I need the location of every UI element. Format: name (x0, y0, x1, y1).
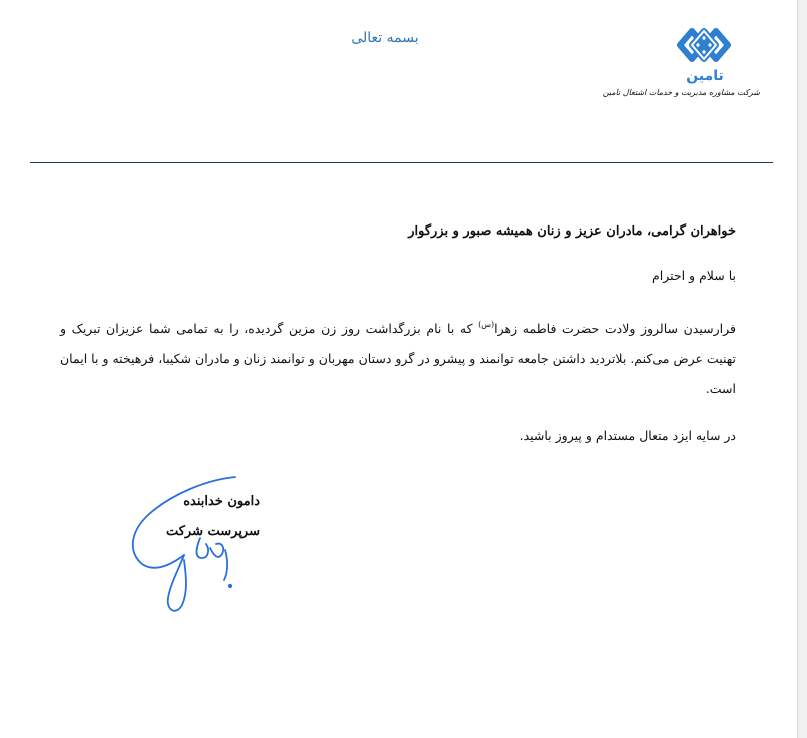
window-edge (798, 0, 807, 738)
bismillah-heading: بسمه تعالی (351, 30, 419, 46)
letter-greeting: با سلام و احترام (652, 268, 736, 283)
signatory-title: سرپرست شرکت (165, 524, 260, 539)
logo-wordmark: تامین (686, 68, 724, 84)
header-divider (30, 162, 773, 163)
letter-closing: در سایه ایزد متعال مستدام و پیروز باشید. (519, 428, 736, 443)
paragraph-text-1: فرارسیدن سالروز ولادت حضرت فاطمه زهرا (494, 321, 736, 336)
signatory-name: دامون خدابنده (183, 494, 260, 509)
paragraph-honorific: (س) (478, 320, 495, 329)
letter-salutation: خواهران گرامی، مادران عزیز و زنان همیشه صبور و بزرگوار (408, 224, 736, 239)
paragraph-text-2: که با نام بزرگداشت روز زن مزین گردیده، را به تمامی شما عزیزان تبریک و تهنیت عرض می‌کنم. بلاتردید داشتن جامعه توانمند و پیشرو در گرو دستان مهربان و توانمند زنان و مادران شکیبا، فرهیخته و با ایمان است. (60, 321, 736, 396)
letter-paragraph (60, 310, 736, 404)
company-logo (602, 22, 760, 112)
handwritten-signature (110, 460, 270, 630)
logo-subtitle: شرکت مشاوره مدیریت و خدمات اشتغال تامین (602, 88, 760, 97)
tamin-logo-icon (650, 22, 760, 70)
